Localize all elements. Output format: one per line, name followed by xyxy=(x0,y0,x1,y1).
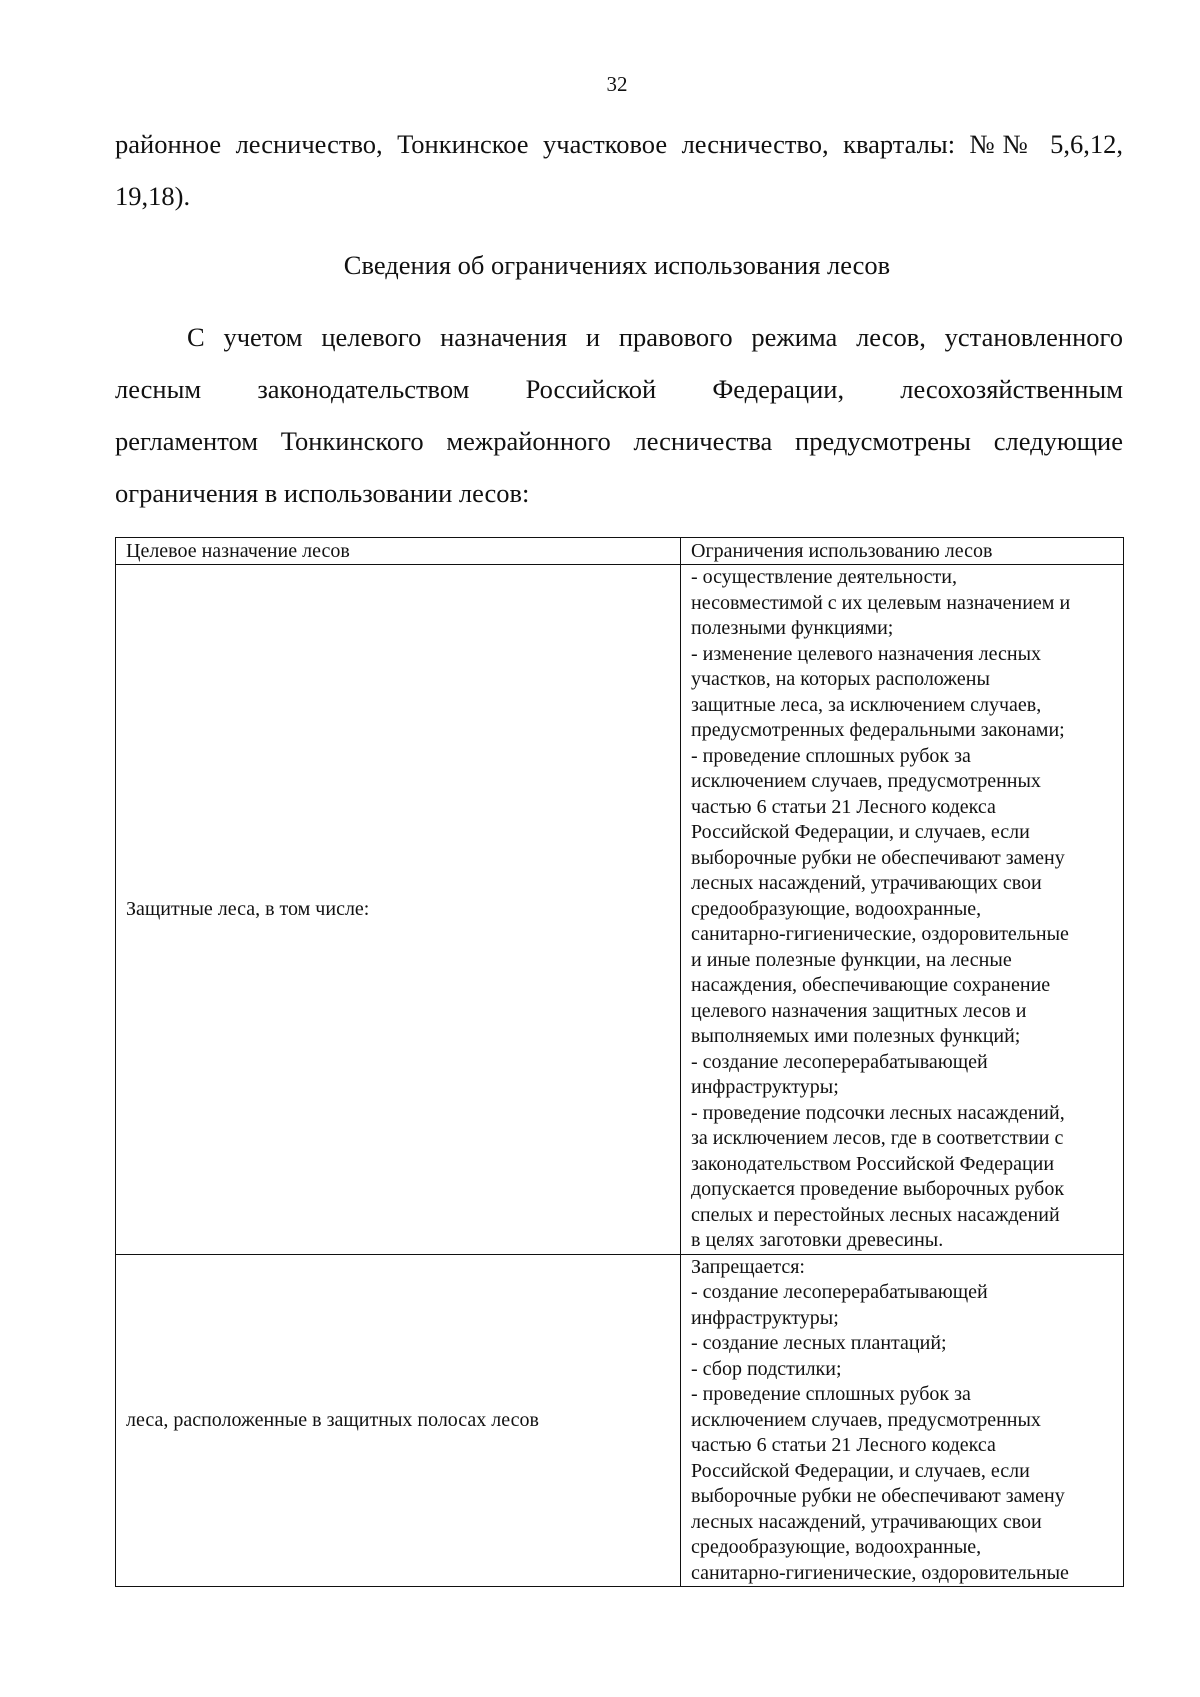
restriction-line: насаждения, обеспечивающие сохранение xyxy=(691,974,1051,996)
restriction-line: Запрещается: xyxy=(691,1255,805,1278)
restriction-line: исключением случаев, предусмотренных xyxy=(691,1408,1041,1431)
restriction-line: допускается проведение выборочных рубок xyxy=(691,1178,1065,1200)
restriction-line: выборочные рубки не обеспечивают замену xyxy=(691,1485,1065,1507)
restriction-line: частью 6 статьи 21 Лесного кодекса xyxy=(691,1434,996,1456)
restriction-line: Российской Федерации, и случаев, если xyxy=(691,821,1030,843)
intro-text xyxy=(115,118,1123,222)
restriction-line: - проведение сплошных рубок за xyxy=(691,1383,971,1405)
purpose-cell: леса, расположенные в защитных полосах лесов xyxy=(116,1254,681,1587)
restriction-line: - создание лесоперерабатывающей xyxy=(691,1281,988,1303)
restriction-line: частью 6 статьи 21 Лесного кодекса xyxy=(691,795,996,818)
restriction-line: целевого назначения защитных лесов и xyxy=(691,999,1027,1022)
restriction-line: в целях заготовки древесины. xyxy=(691,1229,944,1251)
restriction-line: - изменение целевого назначения лесных xyxy=(691,642,1041,665)
restriction-line: инфраструктуры; xyxy=(691,1076,839,1098)
restriction-line: исключением случаев, предусмотренных xyxy=(691,770,1041,792)
restriction-line: - создание лесных плантаций; xyxy=(691,1332,947,1354)
table-row xyxy=(116,565,1124,1255)
restriction-line: за исключением лесов, где в соответствии с xyxy=(691,1127,1064,1149)
restriction-line: - создание лесоперерабатывающей xyxy=(691,1050,988,1073)
restriction-line: выборочные рубки не обеспечивают замену xyxy=(691,846,1065,869)
restriction-line: предусмотренных федеральными законами; xyxy=(691,719,1065,741)
restrictions-table xyxy=(115,537,1124,1587)
restriction-line: лесных насаждений, утрачивающих свои xyxy=(691,872,1042,894)
table-row xyxy=(116,1254,1124,1587)
restriction-line: несовместимой с их целевым назначением и xyxy=(691,591,1071,614)
restriction-line: защитные леса, за исключением случаев, xyxy=(691,693,1042,716)
restriction-line: законодательством Российской Федерации xyxy=(691,1152,1055,1175)
restriction-line: - проведение сплошных рубок за xyxy=(691,744,971,767)
paragraph-line: регламентом Тонкинского межрайонного лесничества предусмотрены следующие xyxy=(115,426,1123,456)
section-heading: Сведения об ограничениях использования лесов xyxy=(343,250,891,280)
restriction-line: лесных насаждений, утрачивающих свои xyxy=(691,1510,1042,1533)
intro-line: районное лесничество, Тонкинское участковое лесничество, кварталы: №№ 5,6,12, xyxy=(115,129,1123,159)
restriction-line: - осуществление деятельности, xyxy=(691,566,957,588)
intro-line: 19,18). xyxy=(115,181,191,211)
paragraph-line: лесным законодательством Российской Федерации, лесохозяйственным xyxy=(115,374,1123,404)
purpose-cell: Защитные леса, в том числе: xyxy=(116,565,681,1255)
restriction-line: средообразующие, водоохранные, xyxy=(691,1536,982,1558)
restriction-line: полезными функциями; xyxy=(691,617,894,639)
restrictions-lines xyxy=(691,565,1113,1254)
paragraph-line: С учетом целевого назначения и правового режима лесов, установленного xyxy=(187,322,1123,352)
restriction-line: Российской Федерации, и случаев, если xyxy=(691,1459,1030,1482)
column-header-restrictions: Ограничения использованию лесов xyxy=(681,538,1124,565)
restriction-line: - сбор подстилки; xyxy=(691,1357,842,1380)
restriction-line: средообразующие, водоохранные, xyxy=(691,897,982,920)
restrictions-cell xyxy=(681,1254,1124,1587)
restriction-line: - проведение подсочки лесных насаждений, xyxy=(691,1101,1065,1124)
restrictions-cell xyxy=(681,565,1124,1255)
restriction-line: спелых и перестойных лесных насаждений xyxy=(691,1203,1060,1226)
restrictions-lines xyxy=(691,1255,1113,1587)
body-paragraph xyxy=(115,311,1123,519)
restriction-line: выполняемых ими полезных функций; xyxy=(691,1025,1021,1047)
restriction-line: участков, на которых расположены xyxy=(691,668,990,690)
table-header-row xyxy=(116,538,1124,565)
column-header-purpose: Целевое назначение лесов xyxy=(116,538,681,565)
paragraph-line: ограничения в использовании лесов: xyxy=(115,478,530,508)
page-number: 32 xyxy=(606,72,628,96)
restriction-line: санитарно-гигиенические, оздоровительные xyxy=(691,1561,1069,1584)
restriction-line: инфраструктуры; xyxy=(691,1306,839,1329)
restriction-line: и иные полезные функции, на лесные xyxy=(691,948,1012,971)
restriction-line: санитарно-гигиенические, оздоровительные xyxy=(691,923,1069,945)
